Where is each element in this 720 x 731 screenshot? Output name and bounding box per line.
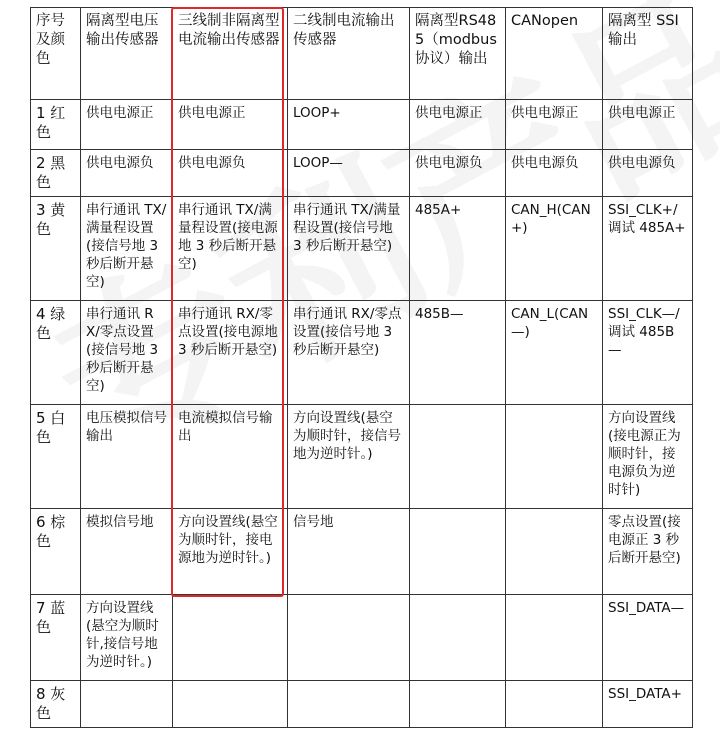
cell: 供电电源负 (410, 150, 506, 197)
cell: 方向设置线(悬空为顺时针,接信号地为逆时针。) (81, 595, 173, 681)
cell (410, 595, 506, 681)
cell: CAN_L(CAN—) (506, 301, 603, 405)
table-row-blue (31, 595, 693, 681)
cell: 供电电源正 (603, 100, 693, 150)
cell: SSI_CLK—/调试 485B— (603, 301, 693, 405)
cell: 485B— (410, 301, 506, 405)
cell-wire-color: 5 白色 (31, 405, 81, 509)
table-row-brown (31, 509, 693, 595)
cell: 串行通讯 RX/零点设置(接信号地 3 秒后断开悬空) (81, 301, 173, 405)
cell-wire-color: 8 灰色 (31, 681, 81, 728)
cell: 方向设置线(悬空为顺时针，接电源地为逆时针。) (173, 509, 288, 595)
cell-wire-color: 3 黄色 (31, 197, 81, 301)
cell: LOOP— (288, 150, 410, 197)
wire-color-definition-table (30, 7, 693, 728)
cell (288, 681, 410, 728)
header-rs485: 隔离型RS485（modbus 协议）输出 (410, 8, 506, 100)
cell: 串行通讯 TX/满量程设置(接电源地 3 秒后断开悬空) (173, 197, 288, 301)
cell (173, 595, 288, 681)
cell: 供电电源负 (173, 150, 288, 197)
cell (288, 595, 410, 681)
header-index-color: 序号及颜色 (31, 8, 81, 100)
header-isolated-voltage: 隔离型电压输出传感器 (81, 8, 173, 100)
cell-wire-color: 1 红色 (31, 100, 81, 150)
cell: 方向设置线(悬空为顺时针，接信号地为逆时针。) (288, 405, 410, 509)
wiring-table-container (30, 7, 693, 728)
cell (506, 681, 603, 728)
table-row-white (31, 405, 693, 509)
cell: 供电电源正 (410, 100, 506, 150)
cell: 供电电源负 (506, 150, 603, 197)
cell-wire-color: 4 绿色 (31, 301, 81, 405)
cell: 485A+ (410, 197, 506, 301)
cell: 信号地 (288, 509, 410, 595)
header-two-wire-current: 二线制电流输出传感器 (288, 8, 410, 100)
table-row-green (31, 301, 693, 405)
cell (81, 681, 173, 728)
cell-wire-color: 7 蓝色 (31, 595, 81, 681)
cell-wire-color: 6 棕色 (31, 509, 81, 595)
table-row-gray (31, 681, 693, 728)
header-three-wire-current: 三线制非隔离型电流输出传感器 (173, 8, 288, 100)
cell (506, 509, 603, 595)
cell: 供电电源正 (173, 100, 288, 150)
cell: 串行通讯 RX/零点设置(接电源地 3 秒后断开悬空) (173, 301, 288, 405)
cell (173, 681, 288, 728)
cell: LOOP+ (288, 100, 410, 150)
table-row-yellow (31, 197, 693, 301)
cell: 串行通讯 RX/零点设置(接信号地 3 秒后断开悬空) (288, 301, 410, 405)
cell: 电流模拟信号输出 (173, 405, 288, 509)
header-canopen: CANopen (506, 8, 603, 100)
cell: SSI_DATA— (603, 595, 693, 681)
cell: 零点设置(接电源正 3 秒后断开悬空) (603, 509, 693, 595)
cell (506, 595, 603, 681)
cell: 供电电源负 (81, 150, 173, 197)
cell (410, 681, 506, 728)
table-header-row (31, 8, 693, 100)
cell (410, 509, 506, 595)
cell (410, 405, 506, 509)
cell: 方向设置线(接电源正为顺时针，接电源负为逆时针) (603, 405, 693, 509)
cell: 供电电源负 (603, 150, 693, 197)
cell: 模拟信号地 (81, 509, 173, 595)
cell: 电压模拟信号输出 (81, 405, 173, 509)
cell: 串行通讯 TX/满量程设置(接信号地 3 秒后断开悬空) (288, 197, 410, 301)
cell: 供电电源正 (506, 100, 603, 150)
cell (506, 405, 603, 509)
cell: SSI_DATA+ (603, 681, 693, 728)
cell-wire-color: 2 黑色 (31, 150, 81, 197)
table-row-red (31, 100, 693, 150)
cell: SSI_CLK+/调试 485A+ (603, 197, 693, 301)
cell: 串行通讯 TX/满量程设置(接信号地 3 秒后断开悬空) (81, 197, 173, 301)
cell: 供电电源正 (81, 100, 173, 150)
header-ssi: 隔离型 SSI 输出 (603, 8, 693, 100)
table-row-black (31, 150, 693, 197)
cell: CAN_H(CAN+) (506, 197, 603, 301)
